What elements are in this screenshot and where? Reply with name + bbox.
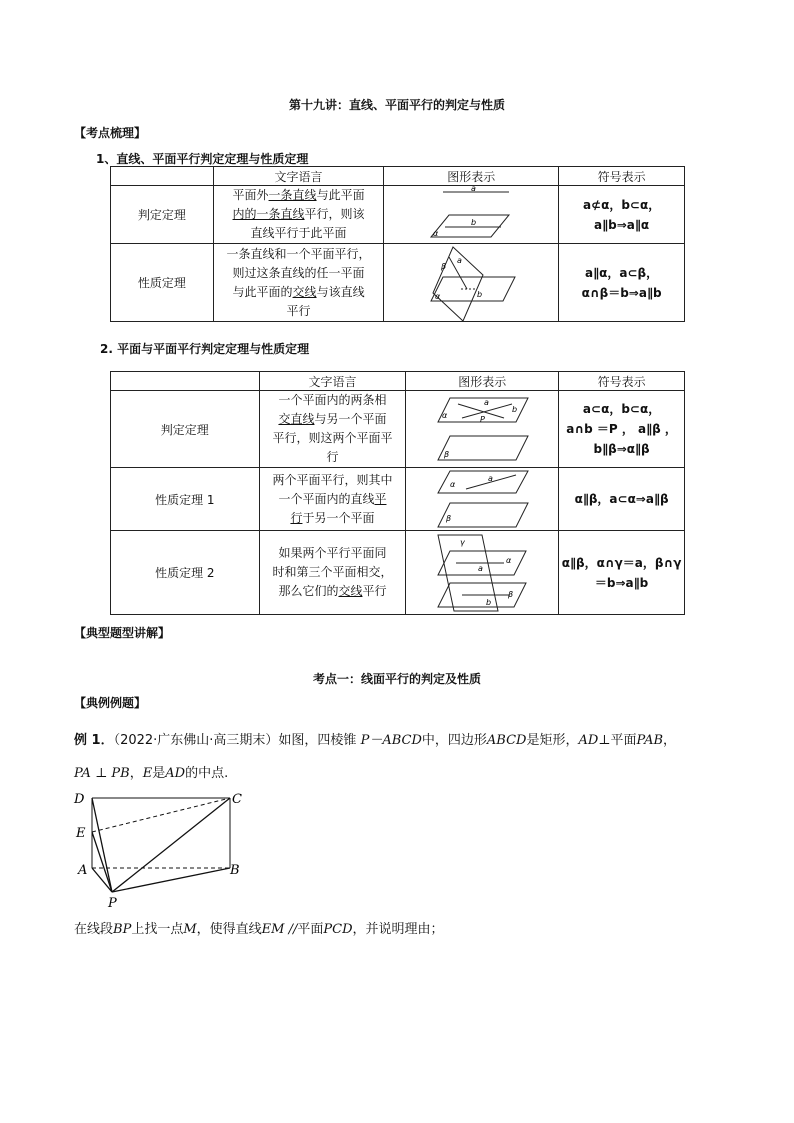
header-text: 文字语言 — [259, 372, 406, 391]
svg-text:β: β — [446, 514, 452, 523]
table-row — [111, 391, 685, 468]
svg-text:a: a — [478, 563, 484, 573]
theorem-name: 性质定理 2 — [111, 531, 260, 615]
heading-tixing: 【典型题型讲解】 — [74, 626, 171, 640]
svg-text:α: α — [442, 411, 448, 420]
theorem-name: 性质定理 1 — [111, 468, 260, 531]
page-title: 第十九讲：直线、平面平行的判定与性质 — [288, 98, 505, 112]
theorem-text: 平面外一条直线与此平面 内的一条直线平行，则该 直线平行于此平面 — [213, 186, 384, 244]
table-row — [111, 186, 685, 244]
svg-text:B: B — [230, 863, 240, 878]
svg-text:b: b — [471, 217, 477, 227]
three-planes-figure — [406, 531, 559, 615]
header-symbol: 符号表示 — [559, 372, 685, 391]
svg-text:E: E — [76, 826, 86, 841]
header-figure: 图形表示 — [384, 167, 559, 186]
theorem-text: 如果两个平行平面同 时和第三个平面相交， 那么它们的交线平行 — [259, 531, 406, 615]
svg-text:b: b — [512, 405, 518, 414]
theorem-name: 判定定理 — [111, 186, 214, 244]
header-figure: 图形表示 — [406, 372, 559, 391]
svg-text:a: a — [471, 183, 477, 193]
line-plane-intersect-figure — [384, 244, 559, 322]
table-header-row — [111, 372, 685, 391]
example-statement-line2: PA ⊥ PB，E是AD的中点. — [74, 766, 229, 781]
svg-text:a: a — [488, 474, 494, 483]
heading-kaodian: 【考点梳理】 — [74, 126, 147, 140]
section-1-title: 1、直线、平面平行判定定理与性质定理 — [96, 152, 309, 166]
svg-text:P: P — [108, 896, 117, 911]
svg-text:D: D — [74, 792, 85, 807]
theorem-name: 性质定理 — [111, 244, 214, 322]
pyramid-figure — [72, 788, 247, 910]
theorem-text: 一个平面内的两条相 交直线与另一个平面 平行，则这两个平面平 行 — [259, 391, 406, 468]
svg-text:b: b — [486, 597, 492, 607]
theorem-name: 判定定理 — [111, 391, 260, 468]
svg-text:α: α — [435, 291, 441, 301]
svg-text:A: A — [78, 863, 88, 878]
line-plane-parallel-figure — [384, 183, 559, 244]
svg-text:P: P — [480, 415, 486, 424]
heading-liti: 【典例例题】 — [74, 696, 147, 710]
svg-text:β: β — [444, 450, 450, 459]
plane-plane-table — [110, 371, 685, 615]
theorem-symbol: α∥β，a⊂α⇒a∥β — [559, 468, 685, 531]
header-text: 文字语言 — [213, 167, 384, 186]
svg-text:a: a — [484, 398, 490, 407]
svg-text:a: a — [457, 255, 463, 265]
table-row — [111, 531, 685, 615]
svg-text:b: b — [477, 289, 483, 299]
plane-plane-parallel-figure — [406, 391, 559, 468]
theorem-symbol: a∥α，a⊂β， α∩β＝b⇒a∥b — [559, 244, 685, 322]
svg-text:β: β — [441, 261, 447, 271]
section-2-title: 2. 平面与平面平行判定定理与性质定理 — [100, 342, 310, 356]
svg-text:γ: γ — [460, 537, 465, 547]
line-plane-table — [110, 166, 685, 322]
table-header-row — [111, 167, 685, 186]
table-row — [111, 244, 685, 322]
example-statement-line1: 例 1．（2022·广东佛山·高三期末）如图，四棱锥 P－ABCD中，四边形ABCD是矩形，AD⊥平面PAB， — [74, 733, 677, 748]
question-text: 在线段BP上找一点M，使得直线EM //平面PCD，并说明理由； — [74, 922, 444, 937]
plane-line-parallel-figure — [406, 468, 559, 531]
theorem-symbol: a⊂α，b⊂α， a∩b ＝P ， a∥β ， b∥β⇒α∥β — [559, 391, 685, 468]
theorem-text: 两个平面平行，则其中 一个平面内的直线平 行于另一个平面 — [259, 468, 406, 531]
header-symbol: 符号表示 — [559, 167, 685, 186]
svg-text:α: α — [506, 555, 512, 565]
theorem-symbol: a⊄α，b⊂α， a∥b⇒a∥α — [559, 186, 685, 244]
svg-text:α: α — [450, 480, 456, 489]
theorem-symbol: α∥β，α∩γ＝a，β∩γ ＝b⇒a∥b — [559, 531, 685, 615]
svg-text:α: α — [433, 228, 439, 238]
svg-text:C: C — [232, 792, 242, 807]
svg-text:β: β — [508, 589, 514, 599]
theorem-text: 一条直线和一个平面平行， 则过这条直线的任一平面 与此平面的交线与该直线 平行 — [213, 244, 384, 322]
kaodian-1-title: 考点一：线面平行的判定及性质 — [312, 672, 481, 686]
table-row — [111, 468, 685, 531]
